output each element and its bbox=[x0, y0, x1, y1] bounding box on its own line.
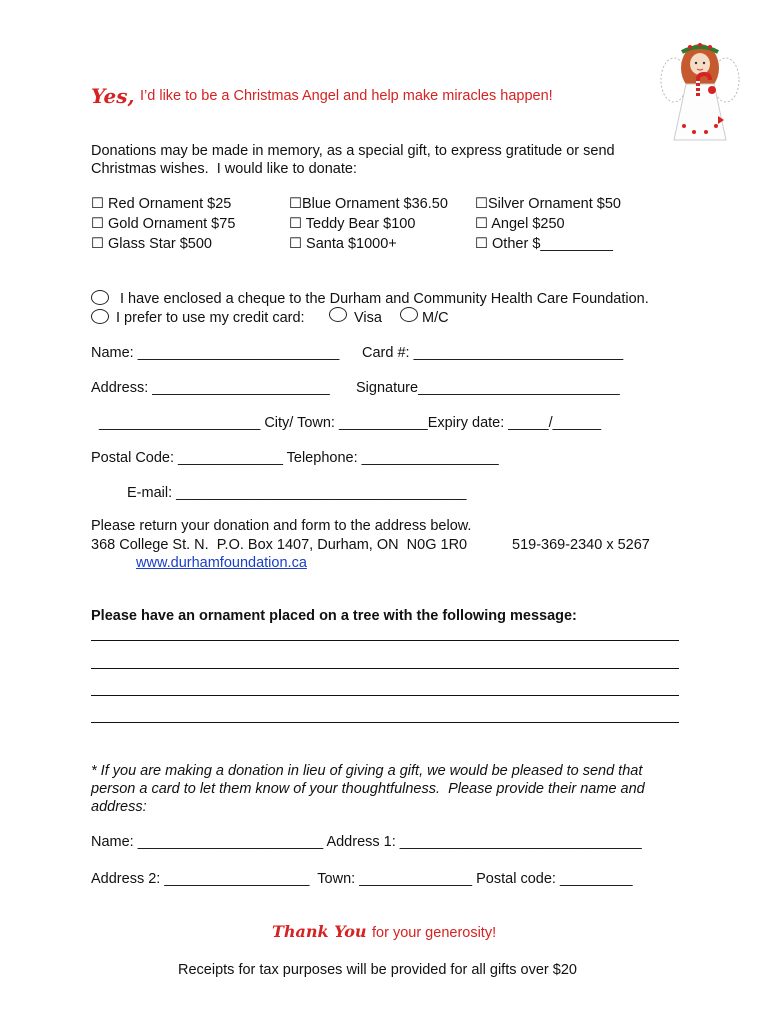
cheque-radio[interactable] bbox=[91, 290, 109, 305]
message-line-1[interactable] bbox=[91, 640, 679, 641]
recipient-address2-town-postal-field[interactable]: Address 2: __________________ Town: ______________ Postal code: _________ bbox=[91, 871, 633, 887]
option-teddy-bear[interactable]: ☐ Teddy Bear $100 bbox=[289, 216, 416, 232]
option-red-ornament[interactable]: ☐ Red Ornament $25 bbox=[91, 196, 232, 212]
lieu-line-3: address: bbox=[91, 799, 147, 815]
option-blue-ornament[interactable]: ☐Blue Ornament $36.50 bbox=[289, 196, 448, 212]
signature-field[interactable]: Signature_________________________ bbox=[356, 380, 620, 396]
mc-radio[interactable] bbox=[400, 307, 418, 322]
name-field[interactable]: Name: _________________________ bbox=[91, 345, 340, 361]
card-number-field[interactable]: Card #: __________________________ bbox=[362, 345, 624, 361]
city-expiry-field[interactable]: ____________________ City/ Town: ___________Expiry date: _____/______ bbox=[99, 415, 602, 431]
credit-card-radio[interactable] bbox=[91, 309, 109, 324]
receipts-note: Receipts for tax purposes will be provided for all gifts over $20 bbox=[178, 962, 577, 978]
message-line-3[interactable] bbox=[91, 695, 679, 696]
option-angel[interactable]: ☐ Angel $250 bbox=[475, 216, 565, 232]
lieu-line-2: person a card to let them know of your thoughtfulness. Please provide their name and bbox=[91, 781, 645, 797]
generosity-text: for your generosity! bbox=[372, 925, 497, 941]
headline: I’d like to be a Christmas Angel and help make miracles happen! bbox=[140, 88, 553, 104]
option-glass-star[interactable]: ☐ Glass Star $500 bbox=[91, 236, 212, 252]
cheque-label: I have enclosed a cheque to the Durham and Community Health Care Foundation. bbox=[120, 291, 649, 307]
option-gold-ornament[interactable]: ☐ Gold Ornament $75 bbox=[91, 216, 236, 232]
message-line-2[interactable] bbox=[91, 668, 679, 669]
yes-heading: Yes, bbox=[91, 84, 135, 108]
message-line-4[interactable] bbox=[91, 722, 679, 723]
thank-you-script: Thank You bbox=[272, 922, 367, 941]
return-instruction: Please return your donation and form to the address below. bbox=[91, 518, 472, 534]
website-link[interactable]: www.durhamfoundation.ca bbox=[136, 555, 307, 571]
visa-radio[interactable] bbox=[329, 307, 347, 322]
option-santa[interactable]: ☐ Santa $1000+ bbox=[289, 236, 397, 252]
address-field[interactable]: Address: ______________________ bbox=[91, 380, 330, 396]
lieu-line-1: * If you are making a donation in lieu of giving a gift, we would be pleased to send that bbox=[91, 763, 643, 779]
intro-line-2: Christmas wishes. I would like to donate: bbox=[91, 161, 357, 177]
message-heading: Please have an ornament placed on a tree with the following message: bbox=[91, 608, 577, 624]
option-silver-ornament[interactable]: ☐Silver Ornament $50 bbox=[475, 196, 621, 212]
christmas-angel-image bbox=[660, 38, 740, 146]
recipient-name-address-field[interactable]: Name: _______________________ Address 1: ______________________________ bbox=[91, 834, 642, 850]
visa-label: Visa bbox=[354, 310, 382, 326]
credit-card-label: I prefer to use my credit card: bbox=[116, 310, 305, 326]
return-address: 368 College St. N. P.O. Box 1407, Durham, ON N0G 1R0 bbox=[91, 537, 468, 553]
postal-telephone-field[interactable]: Postal Code: _____________ Telephone: _________________ bbox=[91, 450, 499, 466]
intro-line-1: Donations may be made in memory, as a special gift, to express gratitude or send bbox=[91, 143, 615, 159]
option-other[interactable]: ☐ Other $_________ bbox=[475, 236, 613, 252]
phone-number: 519-369-2340 x 5267 bbox=[512, 537, 650, 553]
email-field[interactable]: E-mail: ____________________________________ bbox=[127, 485, 467, 501]
mc-label: M/C bbox=[422, 310, 449, 326]
